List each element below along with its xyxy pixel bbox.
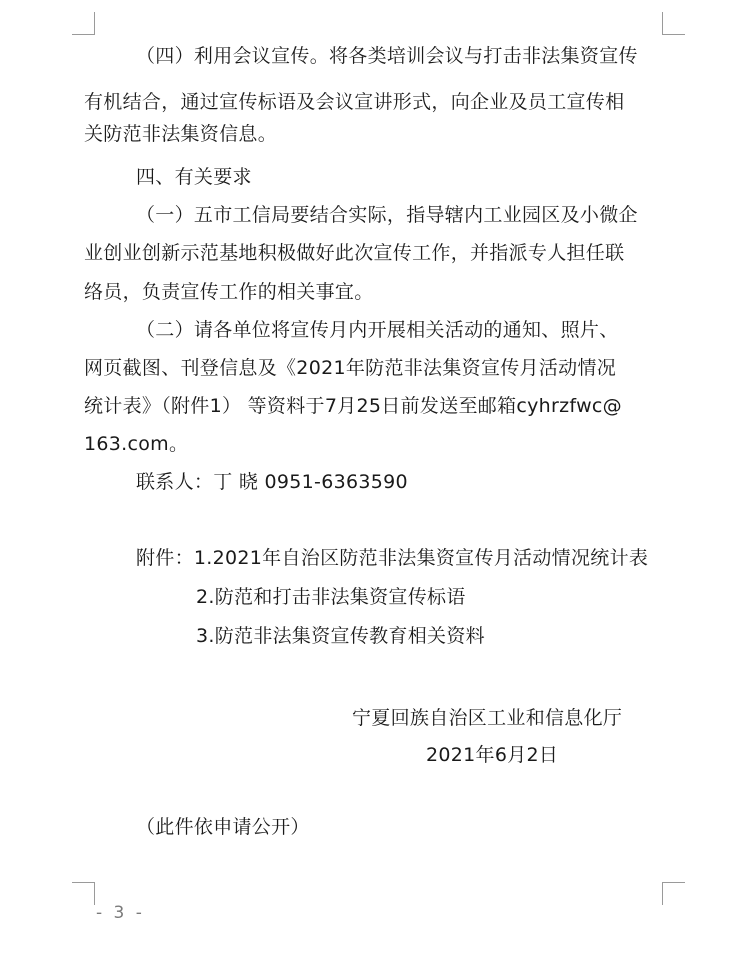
page-number: - 3 - (96, 903, 145, 923)
req2-line4: 163.com。 (84, 433, 189, 455)
req1-line3: 络员，负责宣传工作的相关事宜。 (84, 281, 374, 303)
req2-line2: 网页截图、刊登信息及《2021年防范非法集资宣传月活动情况 (84, 357, 617, 379)
req2-line1: （二）请各单位将宣传月内开展相关活动的通知、照片、 (136, 319, 619, 341)
req1-line1: （一）五市工信局要结合实际，指导辖内工业园区及小微企 (136, 204, 638, 226)
req2-line3: 统计表》（附件1） 等资料于7月25日前发送至邮箱cyhrzfwc@ (84, 395, 622, 417)
crop-mark-top-right (662, 12, 685, 35)
para-item4-line1: （四）利用会议宣传。将各类培训会议与打击非法集资宣传 (136, 45, 638, 67)
attachment-item3: 3.防范非法集资宣传教育相关资料 (196, 625, 485, 647)
section-heading: 四、有关要求 (136, 166, 252, 188)
attachment-label-item1: 附件：1.2021年自治区防范非法集资宣传月活动情况统计表 (136, 547, 649, 569)
signature-date: 2021年6月2日 (426, 744, 559, 766)
signature-org: 宁夏回族自治区工业和信息化厅 (352, 707, 623, 729)
contact-line: 联系人：丁 晓 0951-6363590 (136, 471, 408, 493)
req1-line2: 业创业创新示范基地积极做好此次宣传工作，并指派专人担任联 (84, 242, 625, 264)
crop-mark-bottom-right (662, 882, 685, 905)
para-item4-line3: 关防范非法集资信息。 (84, 123, 278, 145)
crop-mark-bottom-left (72, 882, 95, 905)
attachment-item2: 2.防范和打击非法集资宣传标语 (196, 586, 466, 608)
disclosure-note: （此件依申请公开） (136, 816, 310, 838)
crop-mark-top-left (72, 12, 95, 35)
para-item4-line2: 有机结合，通过宣传标语及会议宣讲形式，向企业及员工宣传相 (84, 91, 625, 113)
